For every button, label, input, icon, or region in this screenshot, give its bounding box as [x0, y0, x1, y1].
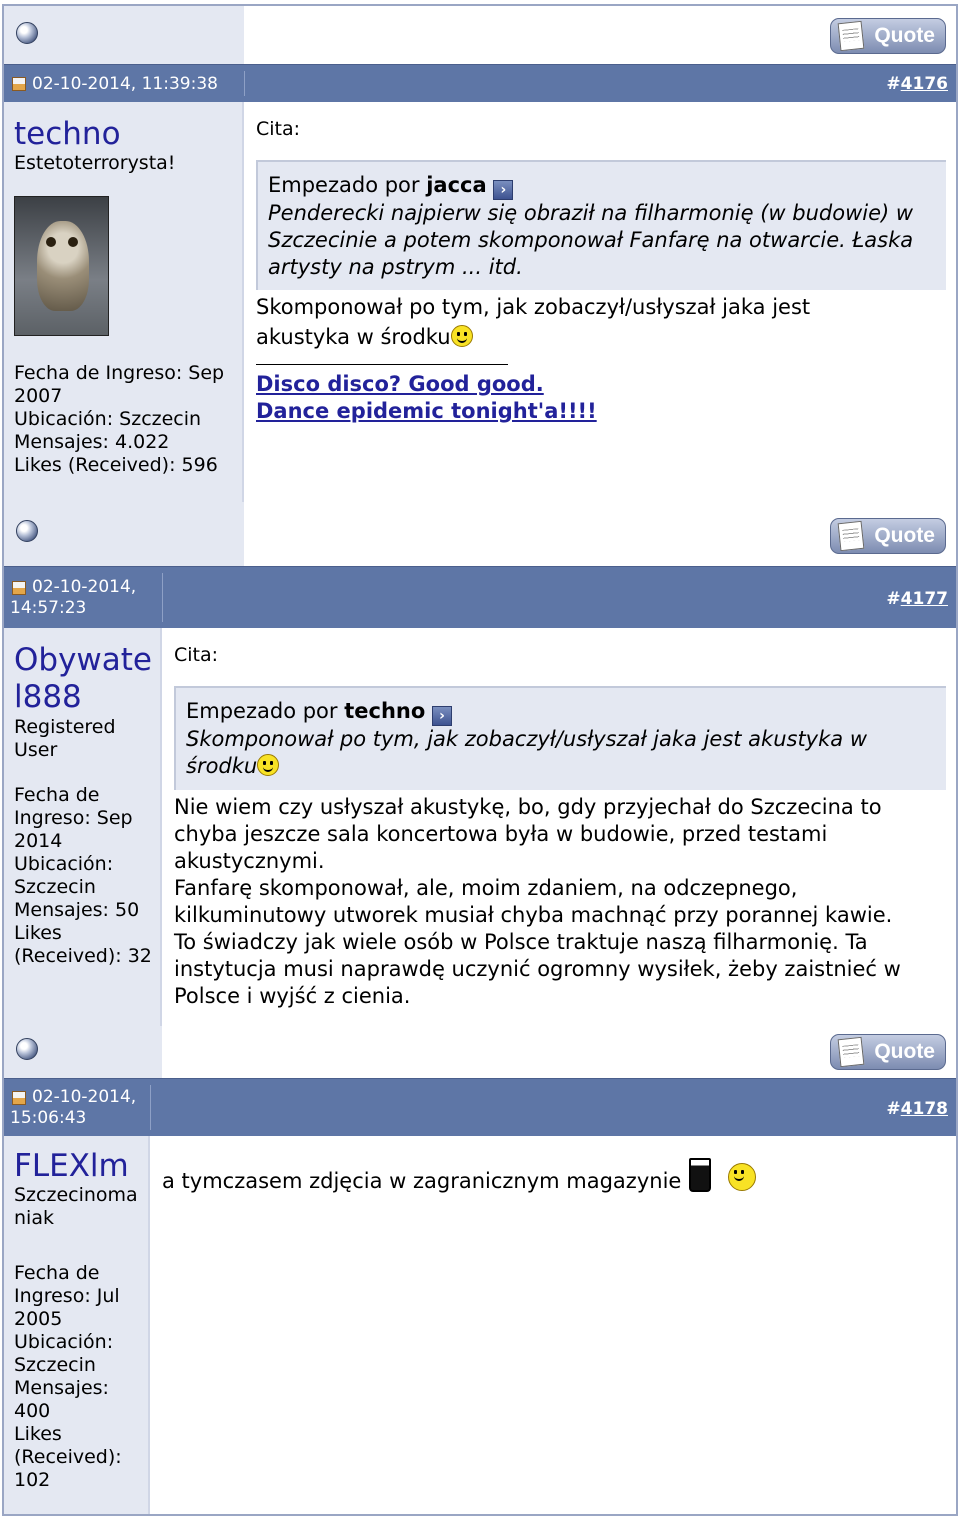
user-likes: Likes (Received): 596	[14, 454, 218, 476]
post-header	[4, 1078, 956, 1136]
quote-block	[256, 160, 946, 290]
quote-header: Empezado por techno ›	[186, 698, 936, 726]
join-date: Fecha de Ingreso: Sep 2014	[14, 784, 133, 852]
user-posts-count: Mensajes: 50	[14, 899, 140, 921]
quote-author: techno	[344, 699, 426, 723]
user-avatar	[14, 196, 109, 336]
post-icon	[12, 77, 26, 91]
username-link[interactable]: FLEXlm	[14, 1148, 129, 1184]
post-header	[4, 566, 956, 628]
quote-button[interactable]: Quote	[830, 18, 946, 54]
user-stats	[14, 1262, 142, 1492]
offline-status-icon	[16, 22, 38, 44]
signature	[256, 371, 896, 425]
post-number-link[interactable]: 4177	[900, 589, 948, 609]
quote-paper-icon	[838, 1037, 865, 1067]
post-message: a tymczasem zdjęcia w zagranicznym magazynie	[162, 1158, 942, 1195]
forum-thread	[2, 4, 958, 1516]
quote-label: Cita:	[174, 644, 219, 666]
post-date: 02-10-2014, 14:57:23	[10, 577, 137, 618]
signature-divider	[256, 364, 508, 365]
join-date: Fecha de Ingreso: Jul 2005	[14, 1262, 120, 1330]
post-body	[4, 1136, 956, 1514]
quote-button[interactable]: Quote	[830, 1034, 946, 1070]
user-stats	[14, 362, 238, 477]
post-header	[4, 64, 956, 102]
post-date: 02-10-2014, 15:06:43	[10, 1087, 137, 1128]
user-title: Registered User	[14, 716, 116, 761]
post-number: #4178	[886, 1099, 948, 1119]
post-number-link[interactable]: 4176	[900, 74, 948, 94]
post-number: #4176	[886, 74, 948, 94]
user-likes: Likes (Received): 32	[14, 922, 152, 967]
post-content	[174, 642, 946, 669]
beer-icon	[689, 1158, 711, 1192]
user-location: Ubicación: Szczecin	[14, 853, 114, 898]
username-link[interactable]: Obywatel888	[14, 642, 153, 715]
post-message: Nie wiem czy usłyszał akustykę, bo, gdy przyjechał do Szczecina to chyba jeszcze sala koncertowa była w budowie, przed testami akustycznymi. Fanfarę skomponował, ale, moim zdaniem, na odczepnego, kilkuminutowy utworek musiał chyba machnąć przy porannej kawie. To świadczy jak wiele osób w Polsce traktuje naszą filharmonię. Ta instytucja musi naprawdę uczynić ogromny wysiłek, żeby zaistnieć w Polsce i wyjść z cienia.	[174, 795, 901, 1008]
quote-text: Skomponował po tym, jak zobaczył/usłyszał jaka jest akustyka w środku	[186, 727, 867, 778]
signature-link-2[interactable]: Dance epidemic tonight'a!!!!	[256, 399, 597, 423]
user-stats	[14, 784, 154, 968]
post-body	[4, 102, 956, 502]
post-content	[256, 116, 946, 143]
quote-header: Empezado por jacca ›	[268, 172, 936, 200]
quote-button[interactable]: Quote	[830, 518, 946, 554]
quote-block	[174, 686, 946, 790]
user-location: Ubicación: Szczecin	[14, 1331, 114, 1376]
quote-text: Penderecki najpierw się obraził na filharmonię (w budowie) w Szczecinie a potem skomponował Fanfarę na otwarcie. Łaska artysty na pstrym ... itd.	[268, 201, 914, 279]
smiley-icon	[728, 1163, 756, 1191]
offline-status-icon	[16, 1038, 38, 1060]
quote-author: jacca	[426, 173, 487, 197]
post-number-link[interactable]: 4178	[900, 1099, 948, 1119]
view-post-arrow-icon[interactable]: ›	[493, 180, 513, 200]
user-location: Ubicación: Szczecin	[14, 408, 202, 430]
join-date: Fecha de Ingreso: Sep 2007	[14, 362, 225, 407]
username-link[interactable]: techno	[14, 116, 121, 152]
post-date: 02-10-2014, 11:39:38	[32, 74, 218, 94]
user-title: Szczecinomaniak	[14, 1184, 138, 1229]
post-footer-prev	[4, 6, 956, 64]
user-posts-count: Mensajes: 400	[14, 1377, 109, 1422]
post-number: #4177	[886, 589, 948, 609]
post-message: Skomponował po tym, jak zobaczył/usłyszał jaka jest akustyka w środku Disco disco? Good good. Dance epidemic tonight'a!!!!	[256, 292, 896, 425]
user-posts-count: Mensajes: 4.022	[14, 431, 170, 453]
offline-status-icon	[16, 520, 38, 542]
user-likes: Likes (Received): 102	[14, 1423, 122, 1491]
quote-paper-icon	[838, 21, 865, 51]
smiley-icon	[451, 325, 473, 347]
view-post-arrow-icon[interactable]: ›	[432, 706, 452, 726]
smiley-icon	[257, 754, 279, 776]
post-footer	[4, 1026, 956, 1078]
quote-paper-icon	[838, 521, 865, 551]
quote-label: Cita:	[256, 118, 301, 140]
post-body	[4, 628, 956, 1026]
user-title: Estetoterrorysta!	[14, 152, 176, 174]
post-footer	[4, 502, 956, 566]
signature-link-1[interactable]: Disco disco? Good good.	[256, 372, 544, 396]
owl-avatar-image	[37, 221, 89, 311]
